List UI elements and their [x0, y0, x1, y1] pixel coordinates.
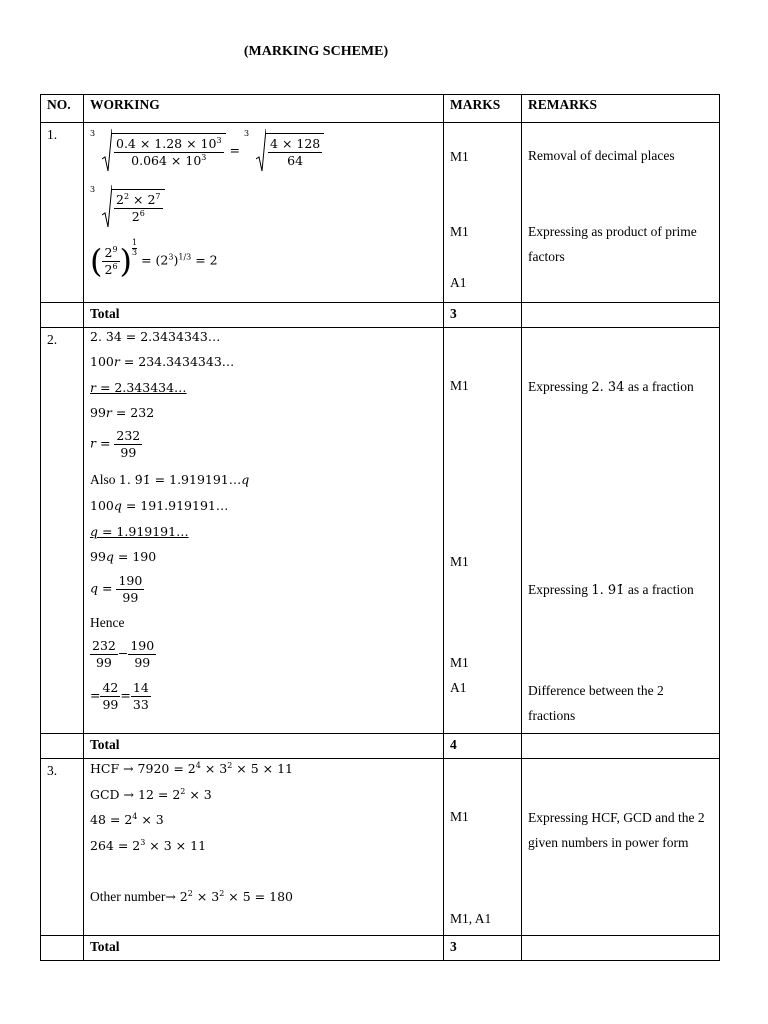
q1-step1: 3 $\frac{0.4 \times 1.28 \times 10^3}{0.064 \times 10^3}$ = 3 $\frac{4 \times 128}{64}$	[90, 129, 324, 173]
q2-line-13: = $\frac{42}{99}$ = $\frac{14}{33}$	[90, 680, 149, 712]
header-remarks: REMARKS	[522, 95, 720, 123]
q1-total-value: 3	[444, 303, 522, 328]
q2-line-11: Hence	[90, 615, 125, 630]
q2-line-5: r = $\frac{232}{99}$	[90, 428, 141, 460]
q3-total-row	[41, 936, 720, 961]
q1-step3: ( $\frac{2^9}{2^6}$ ) $\frac{1}{3}$ = $(2^3)^{1/3} = 2$	[90, 238, 218, 281]
q1-remarks-cell	[522, 123, 720, 303]
q1-marks-cell	[444, 123, 522, 303]
q3-mark-2: M1, A1	[450, 911, 492, 926]
q3-row	[41, 759, 720, 936]
q2-line-3: r = 2.343434…	[90, 380, 187, 395]
q2-row	[41, 328, 720, 734]
q1-row	[41, 123, 720, 303]
q3-remark-1: Expressing HCF, GCD and the 2 given numbers in power form	[528, 810, 705, 850]
q3-mark-1: M1	[450, 809, 469, 824]
q2-number: 2.	[47, 332, 58, 347]
q3-number: 3.	[47, 763, 58, 778]
header-row	[41, 95, 720, 123]
q3-total-value: 3	[444, 936, 522, 961]
q2-line-12: $\frac{232}{99}$ − $\frac{190}{99}$	[92, 638, 155, 670]
q3-line-3: $48 = 2^4 \times 3$	[90, 811, 164, 827]
q1-working-cell	[84, 123, 444, 303]
q2-line-7: 100q = 191.919191…	[90, 498, 229, 513]
q2-total-row	[41, 734, 720, 759]
q2-line-1: 2. 3̇4̇ = 2.3434343…	[90, 329, 221, 344]
q1-number: 1.	[47, 127, 58, 142]
header-no: NO.	[41, 95, 84, 123]
q1-remark-2: Expressing as product of prime factors	[528, 224, 697, 264]
q1-number-cell	[41, 123, 84, 303]
q2-mark-1: M1	[450, 378, 469, 393]
header-marks: MARKS	[444, 95, 522, 123]
q2-remark-3: Difference between the 2 fractions	[528, 683, 664, 723]
q2-remarks-cell	[522, 328, 720, 734]
q3-working-cell	[84, 759, 444, 936]
q3-line-5: Other number→ $2^2 \times 3^2 \times 5 = 180$	[90, 888, 293, 904]
marking-scheme-table	[40, 94, 720, 961]
q2-line-6: Also 1. 9̇1̇ = 1.919191…q	[90, 472, 250, 487]
q2-remark-1: Expressing 2. 3̇4̇ as a fraction	[528, 379, 694, 395]
page-title: (MARKING SCHEME)	[243, 44, 389, 59]
q1-remark-1: Removal of decimal places	[528, 148, 675, 163]
q2-line-4: 99r = 232	[90, 405, 155, 420]
q2-line-9: 99q = 190	[90, 549, 157, 564]
q1-mark-2: M1	[450, 224, 469, 239]
q2-mark-4: A1	[450, 680, 467, 695]
q1-total-label: Total	[84, 303, 444, 328]
q2-line-2: 100r = 234.3434343…	[90, 354, 235, 369]
q2-number-cell	[41, 328, 84, 734]
q3-line-1: HCF → $7920 = 2^4 \times 3^2 \times 5 \times 11$	[90, 760, 294, 776]
q3-remarks-cell	[522, 759, 720, 936]
q1-step2: 3 $\frac{2^2 \times 2^7}{2^6}$	[90, 185, 165, 229]
q2-marks-cell	[444, 328, 522, 734]
q2-line-8: q = 1.919191…	[90, 524, 189, 539]
q1-total-row	[41, 303, 720, 328]
q1-mark-3: A1	[450, 275, 467, 290]
q3-total-label: Total	[84, 936, 444, 961]
q2-total-label: Total	[84, 734, 444, 759]
header-working: WORKING	[84, 95, 444, 123]
q3-line-4: $264 = 2^3 \times 3 \times 11$	[90, 837, 207, 853]
q3-line-2: GCD → $12 = 2^2 \times 3$	[90, 786, 212, 802]
q2-mark-2: M1	[450, 554, 469, 569]
q2-mark-3: M1	[450, 655, 469, 670]
q2-working-cell	[84, 328, 444, 734]
q3-number-cell	[41, 759, 84, 936]
q2-remark-2: Expressing 1. 9̇1̇ as a fraction	[528, 582, 694, 598]
q2-line-10: q = $\frac{190}{99}$	[90, 573, 143, 605]
q3-marks-cell	[444, 759, 522, 936]
q2-total-value: 4	[444, 734, 522, 759]
q1-mark-1: M1	[450, 149, 469, 164]
